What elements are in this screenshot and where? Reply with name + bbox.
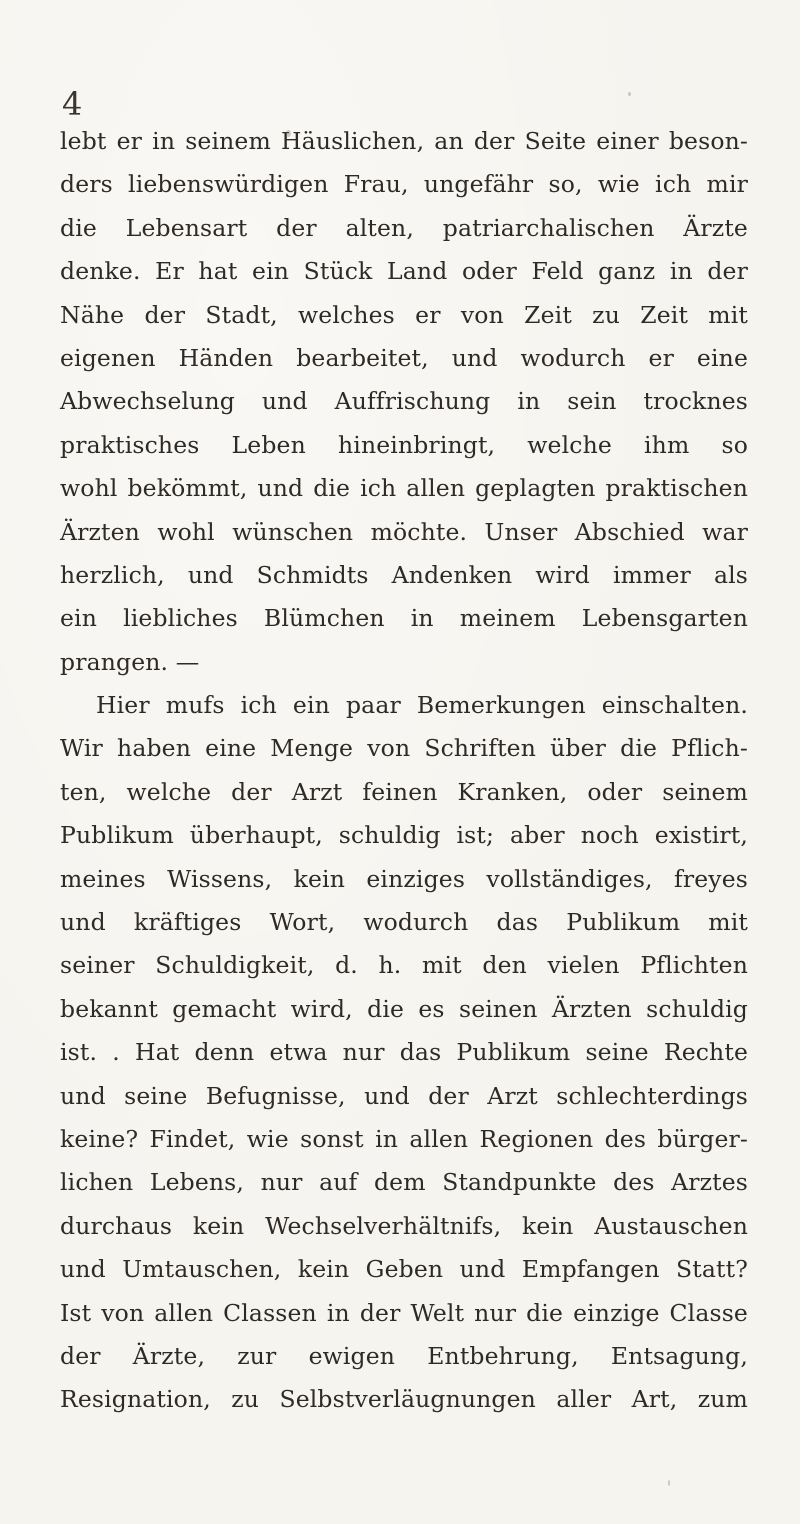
- text-line: ist. . Hat denn etwa nur das Publikum seine Rechte: [60, 1038, 748, 1067]
- text-line-paragraph-start: Hier mufs ich ein paar Bemerkungen einschalten.: [96, 691, 748, 720]
- text-line: Wir haben eine Menge von Schriften über die Pflich-: [60, 734, 748, 763]
- text-line: ten, welche der Arzt feinen Kranken, oder seinem: [60, 777, 748, 806]
- text-line: denke. Er hat ein Stück Land oder Feld ganz in der: [60, 257, 748, 286]
- text-line: und seine Befugnisse, und der Arzt schlechterdings: [60, 1081, 748, 1110]
- paper-speck: [628, 92, 631, 96]
- text-line: durchaus kein Wechselverhältnifs, kein Austauschen: [60, 1211, 748, 1240]
- text-line: Publikum überhaupt, schuldig ist; aber noch existirt,: [60, 821, 748, 850]
- text-line: keine? Findet, wie sonst in allen Regionen des bürger-: [60, 1124, 748, 1153]
- body-text: [60, 120, 748, 1422]
- page-number: 4: [62, 85, 83, 123]
- text-line: bekannt gemacht wird, die es seinen Ärzten schuldig: [60, 994, 748, 1023]
- text-line: wohl bekömmt, und die ich allen geplagten praktischen: [60, 474, 748, 503]
- text-line: herzlich, und Schmidts Andenken wird immer als: [60, 560, 748, 589]
- text-line: ders liebenswürdigen Frau, ungefähr so, wie ich mir: [60, 170, 748, 199]
- text-line: der Ärzte, zur ewigen Entbehrung, Entsagung,: [60, 1341, 748, 1370]
- text-line: Abwechselung und Auffrischung in sein trocknes: [60, 387, 748, 416]
- text-line: seiner Schuldigkeit, d. h. mit den vielen Pflichten: [60, 951, 748, 980]
- text-line-paragraph-end: prangen. —: [60, 647, 200, 676]
- text-line: meines Wissens, kein einziges vollständiges, freyes: [60, 864, 748, 893]
- text-line: Nähe der Stadt, welches er von Zeit zu Zeit mit: [60, 300, 748, 329]
- text-line: und Umtauschen, kein Geben und Empfangen Statt?: [60, 1255, 748, 1284]
- text-line: lichen Lebens, nur auf dem Standpunkte des Arztes: [60, 1168, 748, 1197]
- text-line: und kräftiges Wort, wodurch das Publikum mit: [60, 908, 748, 937]
- text-line: Ist von allen Classen in der Welt nur die einzige Classe: [60, 1298, 748, 1327]
- text-line: ein liebliches Blümchen in meinem Lebensgarten: [60, 604, 748, 633]
- text-line: lebt er in seinem Häuslichen, an der Seite einer beson-: [60, 127, 748, 155]
- paper-speck: [286, 130, 291, 137]
- text-line: eigenen Händen bearbeitet, und wodurch er eine: [60, 343, 748, 372]
- text-line: Resignation, zu Selbstverläugnungen aller Art, zum: [60, 1385, 748, 1414]
- text-line: praktisches Leben hineinbringt, welche ihm so: [60, 430, 748, 459]
- text-line: Ärzten wohl wünschen möchte. Unser Abschied war: [60, 517, 748, 546]
- paper-speck: [668, 1480, 670, 1486]
- text-line: die Lebensart der alten, patriarchalischen Ärzte: [60, 213, 748, 242]
